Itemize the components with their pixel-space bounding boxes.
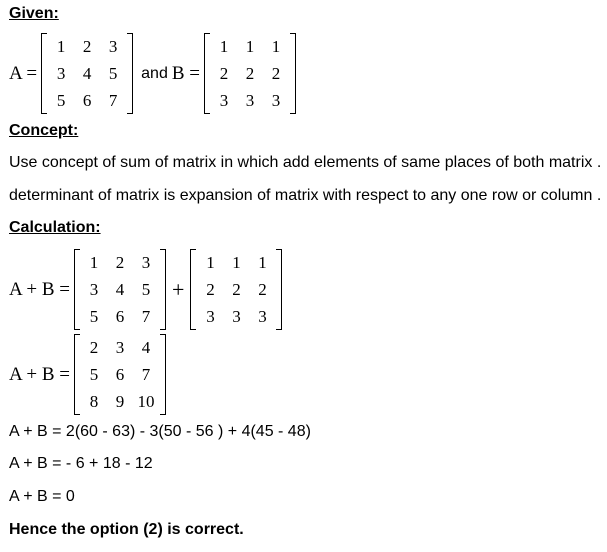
matrix-cell: 1 — [271, 37, 281, 56]
matrix-cell: 2 — [258, 280, 267, 299]
matrix-cell: 10 — [137, 392, 155, 411]
matrix-cell: 3 — [245, 91, 255, 110]
sum-matrix-a — [74, 249, 166, 330]
matrix-cell: 7 — [108, 91, 118, 110]
matrix-cell: 5 — [108, 64, 118, 83]
calc-line-2: A + B = - 6 + 18 - 12 — [9, 455, 153, 472]
matrix-cell: 1 — [56, 37, 66, 56]
matrix-cell: 2 — [271, 64, 281, 83]
matrix-cell: 2 — [115, 253, 125, 272]
matrix-cell: 2 — [82, 37, 92, 56]
matrix-cell: 1 — [89, 253, 99, 272]
matrix-cell: 2 — [206, 280, 215, 299]
and-text: and — [141, 64, 168, 82]
matrix-cell: 4 — [115, 280, 125, 299]
matrix-cell: 1 — [219, 37, 229, 56]
matrix-cell: 3 — [271, 91, 281, 110]
matrix-cell: 5 — [89, 365, 99, 384]
matrix-cell: 3 — [232, 307, 241, 326]
matrix-cell: 3 — [115, 338, 125, 357]
matrix-cell: 6 — [115, 365, 125, 384]
matrix-cell: 8 — [89, 392, 99, 411]
concept-line-1: Use concept of sum of matrix in which add elements of same places of both matrix . — [9, 154, 602, 171]
plus-sign: + — [172, 276, 185, 302]
matrix-cell: 5 — [141, 280, 151, 299]
matrix-cell: 1 — [206, 253, 215, 272]
matrix-cell: 3 — [219, 91, 229, 110]
calc-line-3: A + B = 0 — [9, 488, 75, 505]
matrix-cell: 1 — [232, 253, 241, 272]
matrix-cell: 1 — [245, 37, 255, 56]
matrix-a-label: A = — [9, 62, 38, 84]
matrix-cell: 5 — [56, 91, 66, 110]
sum-equation — [9, 249, 282, 330]
result-label: A + B = — [9, 363, 71, 385]
matrix-cell: 6 — [82, 91, 92, 110]
matrix-cell: 9 — [115, 392, 125, 411]
matrix-cell: 2 — [245, 64, 255, 83]
sum-matrix-b — [190, 249, 282, 330]
matrix-cell: 7 — [141, 307, 151, 326]
matrix-cell: 3 — [56, 64, 66, 83]
calculation-heading: Calculation: — [9, 219, 101, 236]
matrix-cell: 3 — [108, 37, 118, 56]
matrix-cell: 4 — [141, 338, 151, 357]
given-heading: Given: — [9, 5, 59, 22]
sum-label: A + B = — [9, 278, 71, 300]
matrix-cell: 6 — [115, 307, 125, 326]
matrix-cell: 3 — [141, 253, 151, 272]
concept-heading: Concept: — [9, 122, 79, 139]
matrix-b — [204, 33, 296, 114]
matrix-cell: 3 — [206, 307, 215, 326]
result-equation — [9, 334, 166, 415]
concept-line-2: determinant of matrix is expansion of matrix with respect to any one row or column . — [9, 187, 602, 204]
matrix-cell: 7 — [141, 365, 151, 384]
conclusion: Hence the option (2) is correct. — [9, 521, 244, 538]
matrix-cell: 1 — [258, 253, 267, 272]
matrix-cell: 4 — [82, 64, 92, 83]
calc-line-1: A + B = 2(60 - 63) - 3(50 - 56 ) + 4(45 - 48) — [9, 423, 311, 440]
given-equation — [9, 33, 296, 114]
matrix-cell: 2 — [232, 280, 241, 299]
matrix-cell: 3 — [89, 280, 99, 299]
result-matrix — [74, 334, 166, 415]
matrix-b-label: B = — [171, 62, 200, 84]
matrix-cell: 3 — [258, 307, 267, 326]
matrix-cell: 2 — [219, 64, 229, 83]
matrix-a — [41, 33, 133, 114]
matrix-cell: 5 — [89, 307, 99, 326]
matrix-cell: 2 — [89, 338, 99, 357]
